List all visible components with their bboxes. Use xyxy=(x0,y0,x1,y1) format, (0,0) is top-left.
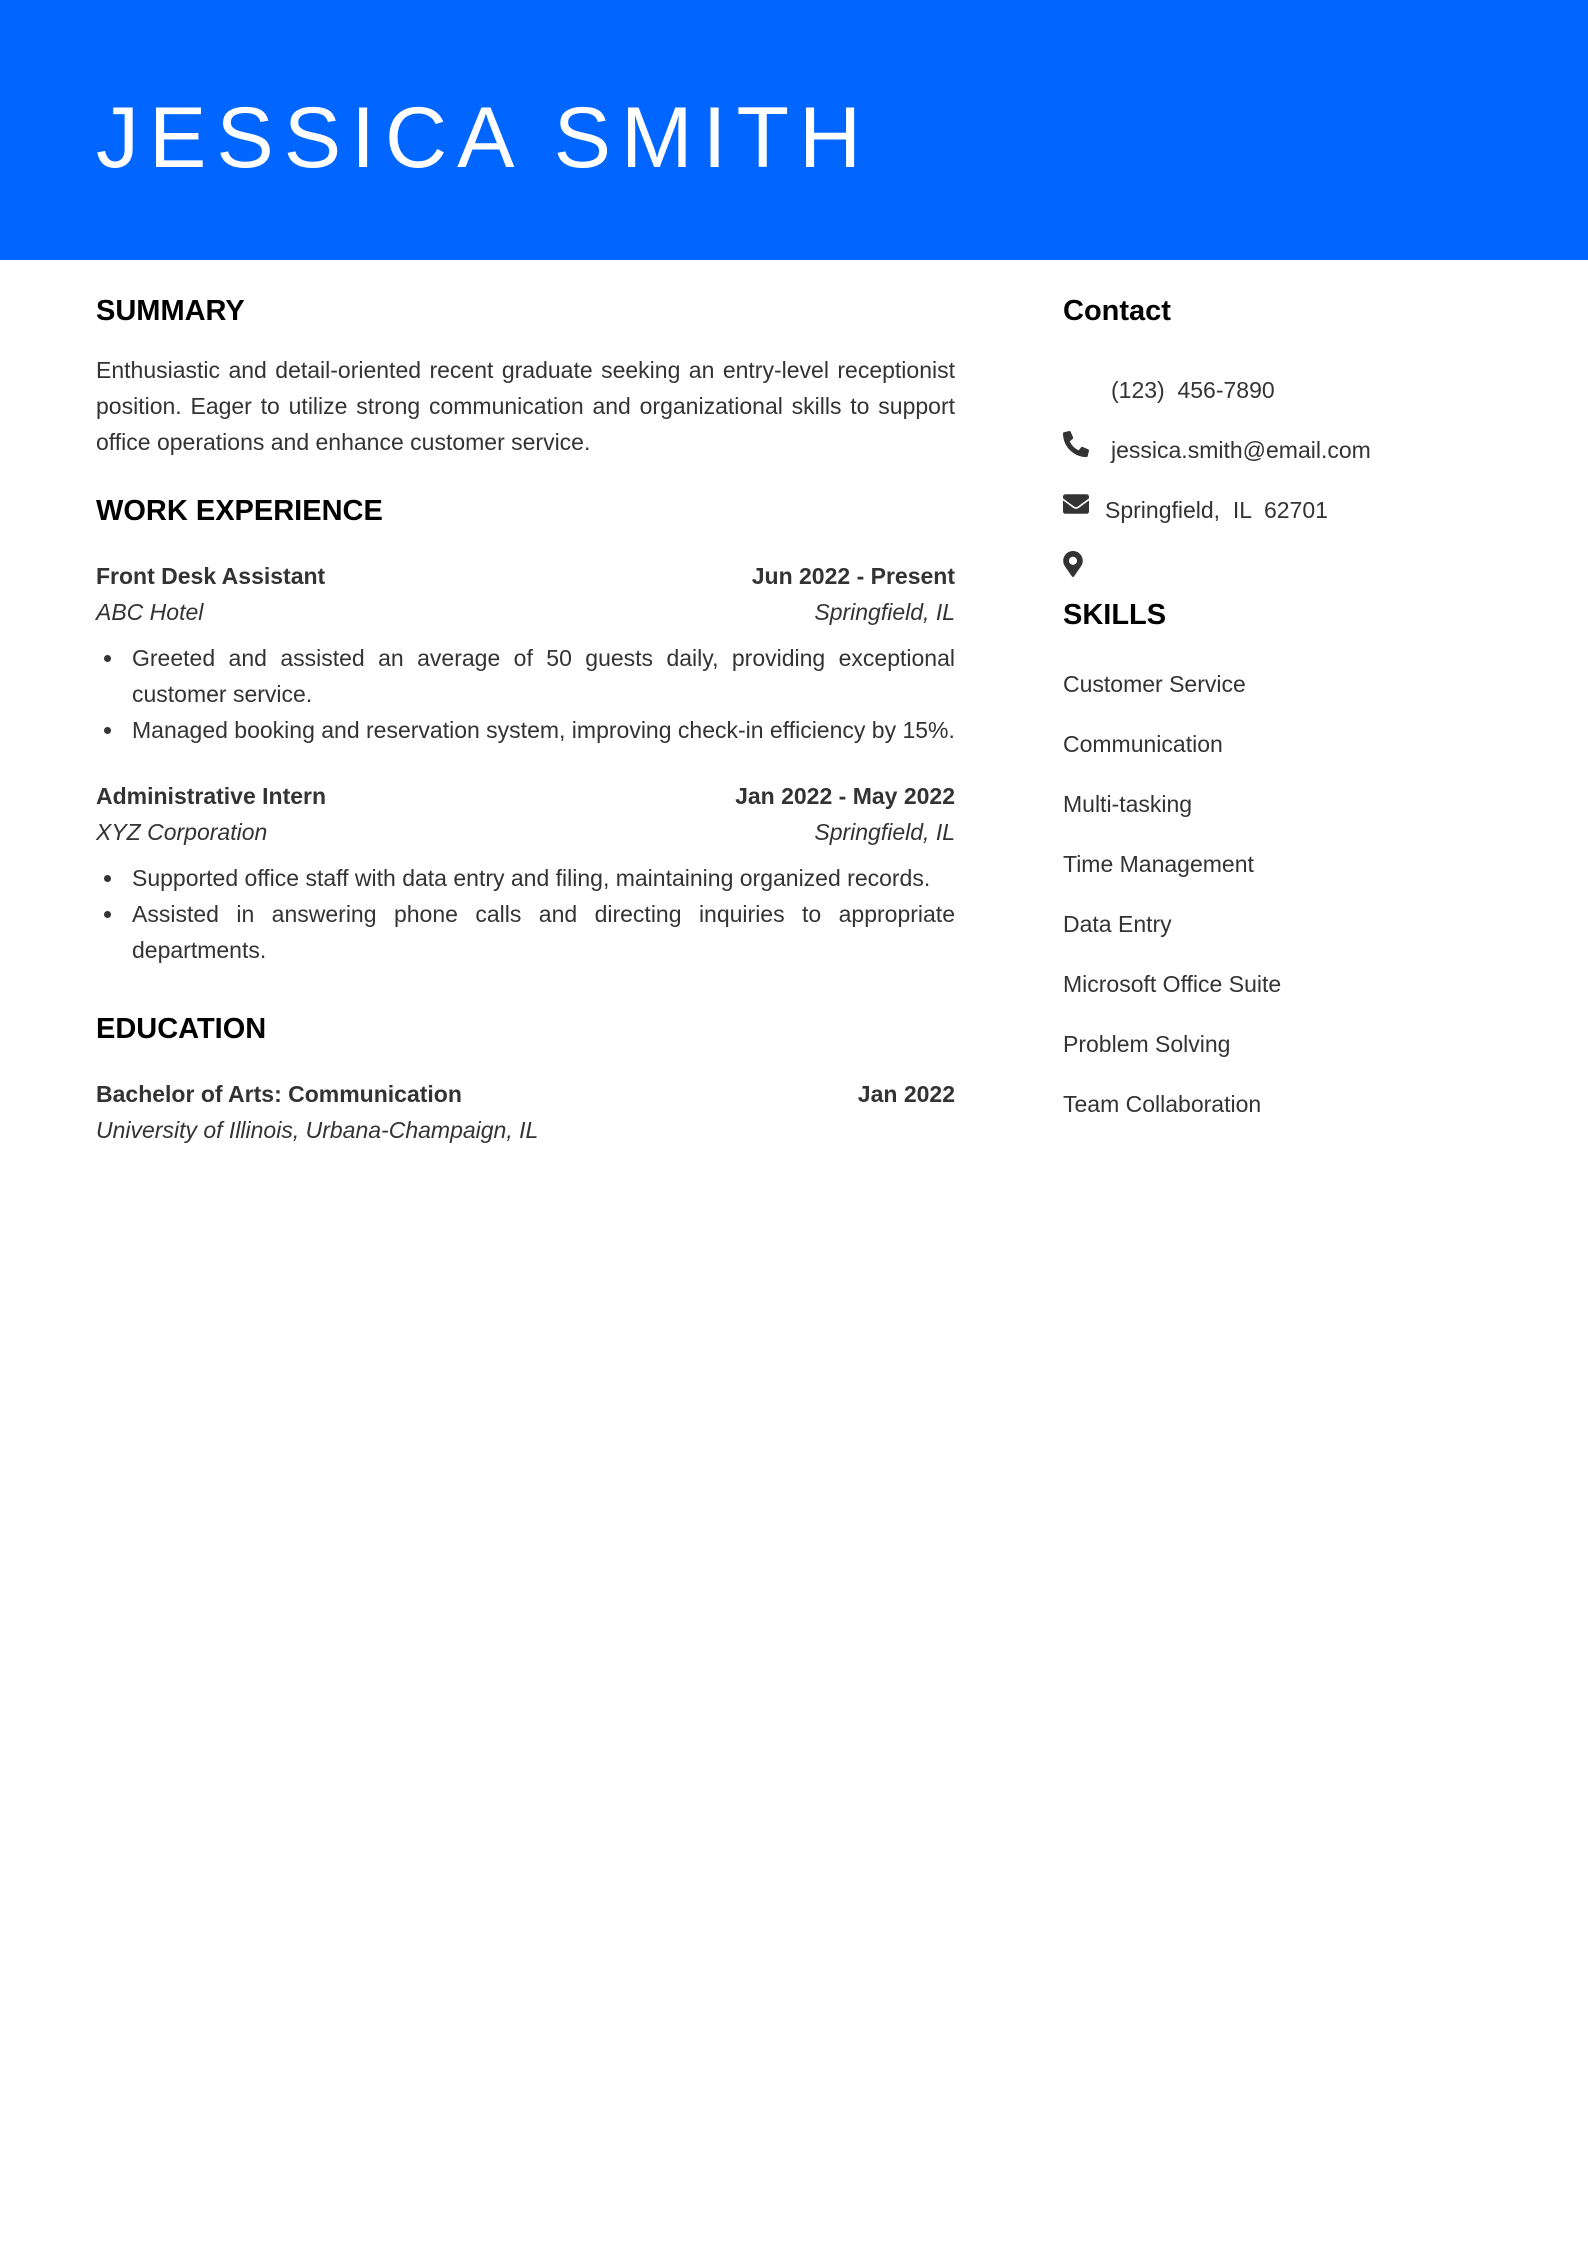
contact-phone-text: (123) 456-7890 xyxy=(1111,376,1275,403)
skills-list xyxy=(1063,654,1503,1134)
skill-item: Customer Service xyxy=(1063,671,1246,697)
job-entry xyxy=(96,778,955,968)
contact-address xyxy=(1063,480,1503,540)
job-company: ABC Hotel xyxy=(96,599,204,625)
education-heading: EDUCATION xyxy=(96,1013,267,1045)
skill-item: Time Management xyxy=(1063,851,1254,877)
job-title: Front Desk Assistant xyxy=(96,563,326,589)
job-dates: Jan 2022 - May 2022 xyxy=(735,783,955,809)
education-date: Jan 2022 xyxy=(857,1081,955,1107)
envelope-icon xyxy=(1063,437,1089,463)
job-location: Springfield, IL xyxy=(814,599,955,625)
summary-text: Enthusiastic and detail-oriented recent graduate seeking an entry-level receptionist position. Eager to utilize strong communication and organizational skills to support office operations and enhance customer service. xyxy=(96,357,955,455)
job-title: Administrative Intern xyxy=(96,783,327,809)
job-bullet-list xyxy=(96,860,955,968)
education-entry xyxy=(96,1076,955,1148)
bullet-icon xyxy=(104,911,111,918)
skill-item: Communication xyxy=(1063,731,1223,757)
contact-email-text: jessica.smith@email.com xyxy=(1111,436,1371,463)
header-banner xyxy=(0,0,1588,260)
contact-phone xyxy=(1063,360,1503,420)
job-bullet-text: Managed booking and reservation system, improving check-in efficiency by 15%. xyxy=(132,717,955,743)
main-column xyxy=(96,286,955,1148)
job-bullet xyxy=(96,896,955,968)
job-bullet xyxy=(96,712,955,748)
job-bullet-list xyxy=(96,640,955,748)
school: University of Illinois, Urbana-Champaign, IL xyxy=(96,1117,539,1143)
contact-address-text: Springfield, IL 62701 xyxy=(1105,496,1328,523)
skills-heading: SKILLS xyxy=(1063,599,1167,631)
job-company: XYZ Corporation xyxy=(96,819,268,845)
job-dates: Jun 2022 - Present xyxy=(751,563,955,589)
job-bullet-text: Supported office staff with data entry and filing, maintaining organized records. xyxy=(132,865,931,891)
skill-item: Data Entry xyxy=(1063,911,1172,937)
candidate-name: JESSICA SMITH xyxy=(96,90,872,186)
skill-item: Team Collaboration xyxy=(1063,1091,1262,1117)
job-bullet-text: Assisted in answering phone calls and directing inquiries to appropriate departments. xyxy=(132,901,955,963)
contact-email xyxy=(1063,420,1503,480)
bullet-icon xyxy=(104,875,111,882)
job-bullet-text: Greeted and assisted an average of 50 guests daily, providing exceptional customer service. xyxy=(132,645,955,707)
work-experience-heading: WORK EXPERIENCE xyxy=(96,495,383,527)
job-bullet xyxy=(96,640,955,712)
map-marker-icon xyxy=(1063,497,1083,523)
skill-item: Microsoft Office Suite xyxy=(1063,971,1282,997)
contact-heading: Contact xyxy=(1063,295,1171,327)
job-location: Springfield, IL xyxy=(814,819,955,845)
job-entry xyxy=(96,558,955,748)
skill-item: Problem Solving xyxy=(1063,1031,1231,1057)
sidebar-column xyxy=(1063,286,1503,1134)
summary-heading: SUMMARY xyxy=(96,295,245,327)
degree: Bachelor of Arts: Communication xyxy=(96,1081,462,1107)
job-bullet xyxy=(96,860,955,896)
bullet-icon xyxy=(104,655,111,662)
contact-list xyxy=(1063,360,1503,540)
phone-icon xyxy=(1063,377,1089,403)
bullet-icon xyxy=(104,727,111,734)
skill-item: Multi-tasking xyxy=(1063,791,1193,817)
